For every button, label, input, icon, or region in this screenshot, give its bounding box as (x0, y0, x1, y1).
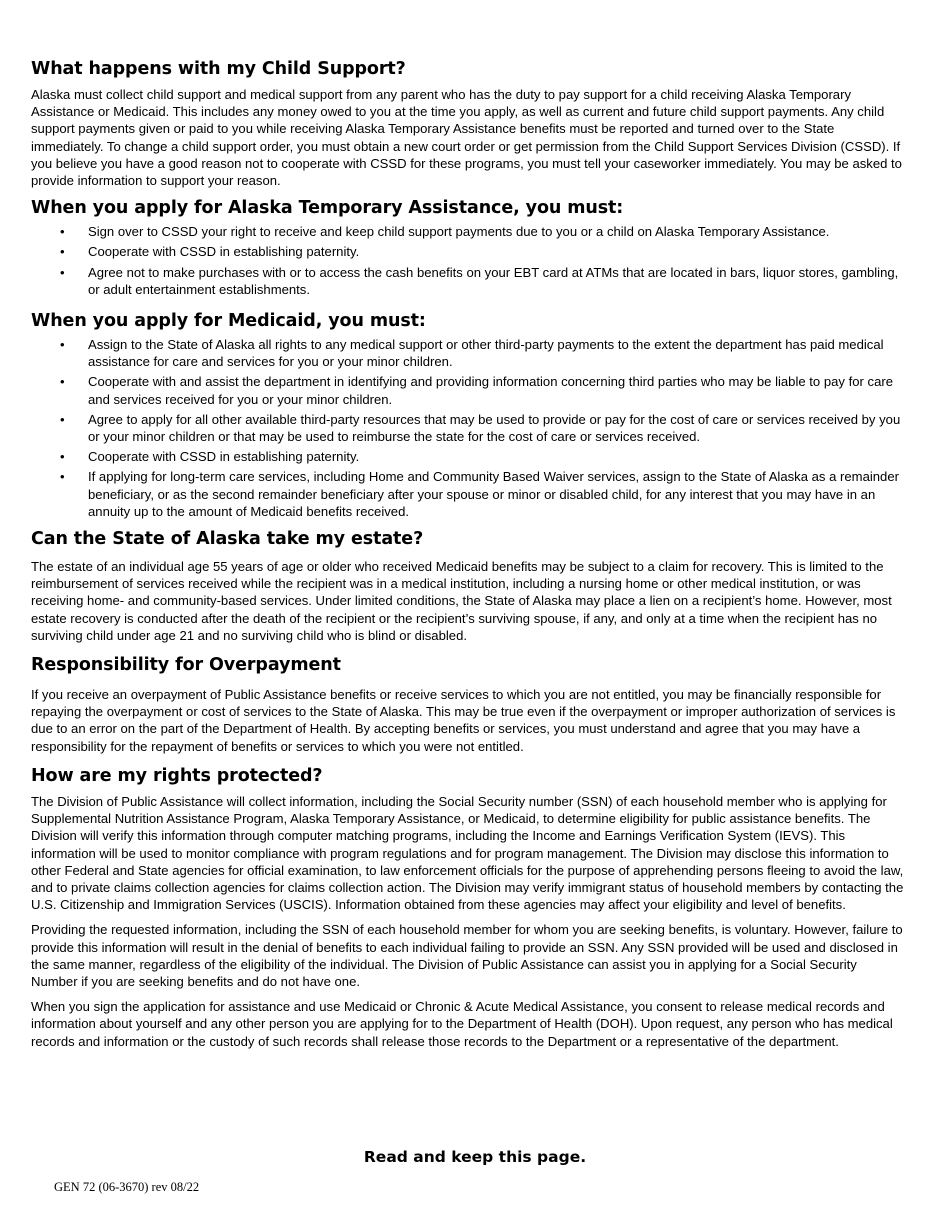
bullet-icon: • (60, 264, 65, 280)
section-heading: Responsibility for Overpayment (31, 655, 341, 676)
bullet-icon: • (60, 224, 65, 240)
read-and-keep-note: Read and keep this page. (363, 1148, 587, 1166)
list-item: • Agree to apply for all other available third-party resources that may be used to provide or pay for the cost of care or services received by you or your minor children or that may be used to reimburse the state for the cost of care or services received. (60, 411, 901, 445)
list-item: • Agree not to make purchases with or to access the cash benefits on your EBT card at ATMs that are located in bars, liquor stores, gambling, or adult entertainment establishments. (60, 264, 899, 297)
bullet-icon: • (60, 449, 65, 465)
section-paragraph: The Division of Public Assistance will collect information, including the Social Security number (SSN) of each household member who is applying for Supplemental Nutrition Assistance Program, Alaska Temporary Assistance, or Medicaid, to determine eligibility for public assistance benefits. The Division will verify this information through computer matching programs, including the Income and Earnings Verification System (IEVS). This information will be used to monitor compliance with program regulations and for program management. The Division may disclose this information to other Federal and State agencies for official examination, to law enforcement officials for the purpose of apprehending persons fleeing to avoid the law, and to private claims collection agencies for claims collection action. The Division may verify immigrant status of household members by contacting the U.S. Citizenship and Immigration Services (USCIS). Information obtained from these agencies may affect your eligibility and level of benefits. (31, 793, 904, 913)
section-heading: When you apply for Alaska Temporary Assistance, you must: (31, 198, 624, 219)
bullet-list (31, 336, 906, 520)
bullet-icon: • (60, 411, 65, 427)
form-code: GEN 72 (06-3670) rev 08/22 (54, 1180, 200, 1194)
section-heading: When you apply for Medicaid, you must: (31, 311, 426, 332)
list-item: • If applying for long-term care services, including Home and Community Based Waiver services, assign to the State of Alaska as a remainder beneficiary, or as the second remainder beneficiary after your spouse or minor or disabled child, for any interest that you may have in an annuity up to the amount of Medicaid benefits received. (60, 469, 899, 519)
section-paragraph: The estate of an individual age 55 years of age or older who received Medicaid benefits may be subject to a claim for recovery. This is limited to the reimbursement of services received while the recipient was in a medical institution, including a nursing home or other medical institution, or was receiving home- and community-based services. Under limited conditions, the State of Alaska may place a lien on a recipient’s home. However, most estate recovery is conducted after the death of the recipient or the recipient’s surviving spouse, if any, and only at a time when the recipient has no surviving child under age 21 and no surviving child who is blind or disabled. (31, 559, 892, 643)
section-medicaid (31, 310, 906, 520)
list-item: • Cooperate with CSSD in establishing paternity. (60, 449, 360, 465)
section-paragraph: If you receive an overpayment of Public Assistance benefits or receive services to which you are not entitled, you may be financially responsible for repaying the overpayment or cost of services to the State of Alaska. This may be true even if the overpayment or improper authorization of services is due to an error on the part of the Department of Health. By accepting benefits or services, you must understand and agree that you may have a responsibility for the repayment of benefits or services to which you were not entitled. (31, 687, 896, 754)
list-item: • Sign over to CSSD your right to receive and keep child support payments due to you or a child on Alaska Temporary Assistance. (60, 224, 830, 240)
bullet-list (31, 223, 906, 298)
section-heading: Can the State of Alaska take my estate? (31, 529, 424, 550)
bullet-icon: • (60, 337, 65, 353)
bullet-icon: • (60, 374, 65, 390)
section-heading: How are my rights protected? (31, 765, 323, 786)
section-heading: What happens with my Child Support? (31, 59, 406, 79)
list-item: • Cooperate with CSSD in establishing paternity. (60, 244, 360, 260)
bullet-icon: • (60, 244, 65, 260)
document-body (31, 58, 906, 1058)
section-estate (31, 528, 906, 644)
section-child-support (31, 58, 906, 189)
section-paragraph: When you sign the application for assistance and use Medicaid or Chronic & Acute Medical Assistance, you consent to release medical records and information about yourself and any other person you are applying for to the Department of Health (DOH). Upon request, any person who has medical records and information or the custody of such records shall release those records to the Department or a representative of the department. (31, 999, 893, 1049)
section-overpayment (31, 654, 906, 755)
section-paragraph: Providing the requested information, including the SSN of each household member for whom you are seeking benefits, is voluntary. However, failure to provide this information will result in the denial of benefits to each individual failing to provide an SSN. Any SSN provided will be used and disclosed in the same manner, regardless of the eligibility of the individual. The Division of Public Assistance can assist you in applying for a Social Security Number if you are seeking benefits and do not have one. (31, 922, 903, 989)
section-temporary-assistance (31, 197, 906, 298)
list-item: • Assign to the State of Alaska all rights to any medical support or other third-party payments to the extent the department has paid medical assistance for care and services for you or your minor children. (60, 337, 884, 370)
bullet-icon: • (60, 469, 65, 485)
section-paragraph: Alaska must collect child support and medical support from any parent who has the duty to pay support for a child receiving Alaska Temporary Assistance or Medicaid. This includes any money owed to you at the time you apply, as well as current and future child support payments. Any child support payments given or paid to you while receiving Alaska Temporary Assistance benefits must be reported and turned over to the State immediately. To change a child support order, you must obtain a new court order or get permission from the Child Support Services Division (CSSD). If you believe you have a good reason not to cooperate with CSSD for these programs, you must tell your caseworker immediately. You may be asked to provide information to support your reason. (31, 87, 902, 189)
list-item: • Cooperate with and assist the department in identifying and providing information concerning third parties who may be liable to pay for care and services received for you or your minor children. (60, 374, 893, 407)
section-rights (31, 765, 906, 1050)
